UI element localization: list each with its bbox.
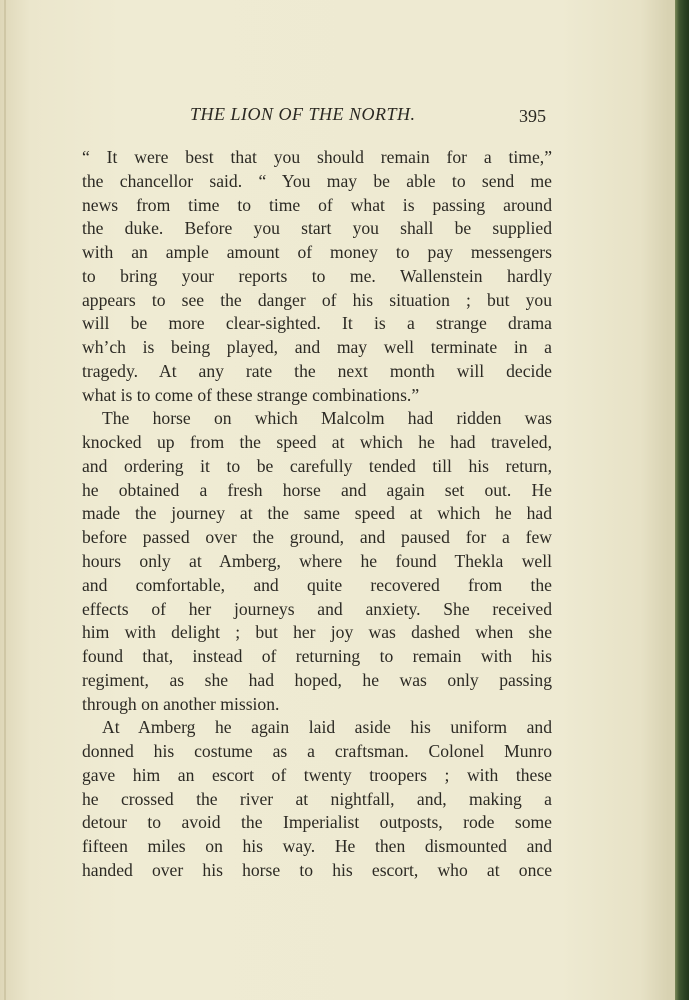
body-text <box>82 146 552 883</box>
text-line: and comfortable, and quite recovered from the <box>82 574 552 595</box>
text-line: news from time to time of what is passing around <box>82 194 552 215</box>
text-line: he obtained a fresh horse and again set out. He <box>82 479 552 500</box>
page-number: 395 <box>519 106 546 126</box>
text-line: before passed over the ground, and paused for a few <box>82 527 552 548</box>
text-line: The horse on which Malcolm had ridden was <box>102 408 552 429</box>
text-line: detour to avoid the Imperialist outposts, rode some <box>82 812 552 833</box>
text-line: wh’ch is being played, and may well terminate in a <box>82 337 552 358</box>
text-line: effects of her journeys and anxiety. She received <box>82 598 552 619</box>
text-line: the chancellor said. “ You may be able to send me <box>82 170 552 191</box>
text-line: and ordering it to be carefully tended till his return, <box>82 455 552 476</box>
text-line: fifteen miles on his way. He then dismounted and <box>82 836 552 857</box>
text-line: him with delight ; but her joy was dashed when she <box>82 622 552 643</box>
text-line: donned his costume as a craftsman. Colonel Munro <box>82 741 552 762</box>
text-line: knocked up from the speed at which he had traveled, <box>82 432 552 453</box>
text-line: hours only at Amberg, where he found Thekla well <box>82 551 552 572</box>
book-cover-edge <box>675 0 689 1000</box>
text-line: what is to come of these strange combinations.” <box>82 384 420 405</box>
text-line: regiment, as she had hoped, he was only passing <box>82 669 552 690</box>
text-line: the duke. Before you start you shall be supplied <box>82 218 552 239</box>
text-line: he crossed the river at nightfall, and, making a <box>82 788 552 809</box>
text-line: will be more clear-sighted. It is a strange drama <box>82 313 552 334</box>
text-line: handed over his horse to his escort, who at once <box>82 859 552 880</box>
page-gutter <box>4 0 6 1000</box>
text-line: through on another mission. <box>82 693 280 714</box>
text-line: tragedy. At any rate the next month will decide <box>82 360 552 381</box>
text-line: gave him an escort of twenty troopers ; with these <box>82 764 552 785</box>
text-line: appears to see the danger of his situation ; but you <box>82 289 552 310</box>
text-line: “ It were best that you should remain for a time,” <box>82 147 552 167</box>
text-line: At Amberg he again laid aside his uniform and <box>102 717 552 738</box>
running-head: THE LION OF THE NORTH. <box>190 104 416 124</box>
text-line: found that, instead of returning to remain with his <box>82 646 552 667</box>
text-line: to bring your reports to me. Wallenstein hardly <box>82 265 552 286</box>
page-header <box>84 104 550 130</box>
text-line: made the journey at the same speed at which he had <box>82 503 552 524</box>
text-line: with an ample amount of money to pay messengers <box>82 242 552 263</box>
